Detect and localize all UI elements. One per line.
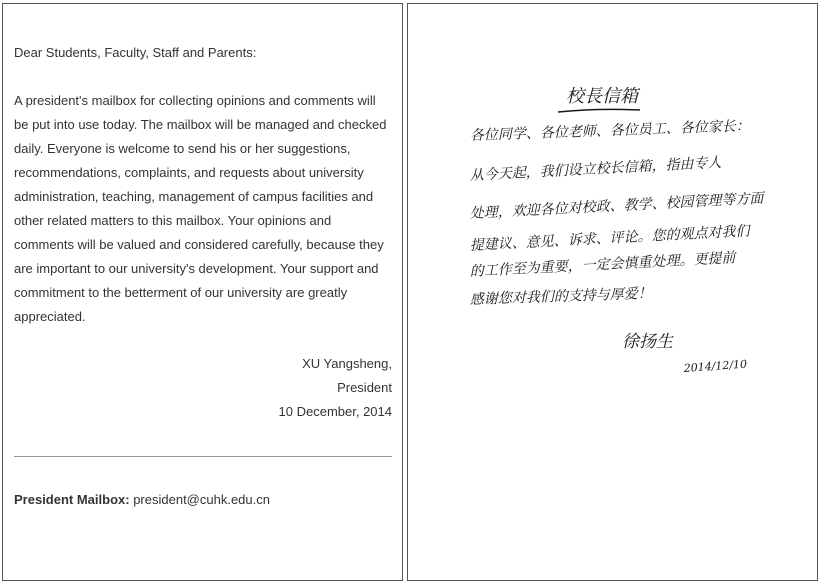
handwritten-line-1: 各位同学、各位老师、各位员工、各位家长： — [469, 118, 750, 144]
handwritten-line-2: 从今天起，我们设立校长信箱，指由专人 — [469, 154, 722, 184]
handwritten-letter-panel — [407, 3, 818, 581]
mailbox-label: President Mailbox: — [14, 492, 130, 507]
title-underline — [558, 109, 640, 112]
handwritten-line-4: 提建议、意见、诉求、评论。您的观点对我们 — [469, 223, 750, 254]
signature-title: President — [337, 380, 392, 395]
handwritten-title: 校長信箱 — [566, 86, 638, 107]
handwritten-date: 2014/12/10 — [683, 357, 748, 375]
handwritten-letter-image — [408, 4, 818, 581]
signature-date: 10 December, 2014 — [278, 404, 392, 419]
handwritten-line-3: 处理，欢迎各位对校政、教学、校园管理等方面 — [469, 190, 764, 222]
handwritten-line-6: 感谢您对我们的支持与厚爱！ — [469, 285, 653, 308]
letter-greeting: Dear Students, Faculty, Staff and Parents: — [14, 45, 257, 60]
handwritten-signature: 徐扬生 — [622, 332, 673, 352]
mailbox-email-link[interactable]: president@cuhk.edu.cn — [133, 492, 270, 507]
english-letter-panel — [2, 3, 403, 581]
handwritten-line-5: 的工作至为重要，一定会慎重处理。更提前 — [469, 250, 736, 280]
section-divider — [14, 456, 392, 457]
mailbox-contact — [14, 488, 270, 512]
signature-name: XU Yangsheng, — [302, 356, 392, 371]
letter-body: A president's mailbox for collecting opinions and comments will be put into use today. The mailbox will be managed and checked daily. Everyone is welcome to send his or her suggestions, recommendations, complaints, and requests about university administration, teaching, management of campus facilities and other related matters to this mailbox. Your opinions and comments will be valued and considered carefully, because they are important to our university's development. Your support and commitment to the betterment of our university are greatly appreciated. — [14, 93, 387, 324]
